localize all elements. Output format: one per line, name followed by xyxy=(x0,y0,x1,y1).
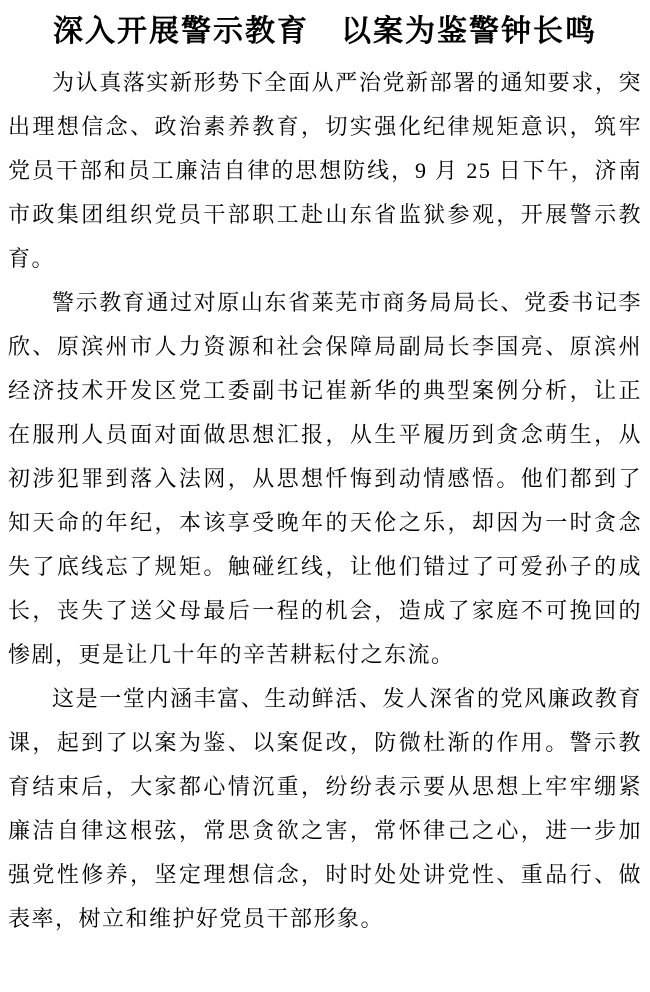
paragraph-2: 警示教育通过对原山东省莱芜市商务局局长、党委书记李欣、原滨州市人力资源和社会保障局副局长李国亮、原滨州经济技术开发区党工委副书记崔新华的典型案例分析，让正在服刑人员面对面做思想汇报，从生平履历到贪念萌生，从初涉犯罪到落入法网，从思想忏悔到动情感悟。他们都到了知天命的年纪，本该享受晚年的天伦之乐，却因为一时贪念失了底线忘了规矩。触碰红线，让他们错过了可爱孙子的成长，丧失了送父母最后一程的机会，造成了家庭不可挽回的惨剧，更是让几十年的辛苦耕耘付之东流。 xyxy=(8,290,642,667)
document-title: 深入开展警示教育 以案为鉴警钟长鸣 xyxy=(53,15,597,48)
paragraph-1: 为认真落实新形势下全面从严治党新部署的通知要求，突出理想信念、政治素养教育，切实强化纪律规矩意识，筑牢党员干部和员工廉洁自律的思想防线，9 月 25 日下午，济南市政集团组织党员干部职工赴山东省监狱参观，开展警示教育。 xyxy=(8,70,642,271)
paragraph-3: 这是一堂内涵丰富、生动鲜活、发人深省的党风廉政教育课，起到了以案为鉴、以案促改，防微杜渐的作用。警示教育结束后，大家都心情沉重，纷纷表示要从思想上牢牢绷紧廉洁自律这根弦，常思贪欲之害，常怀律己之心，进一步加强党性修养，坚定理想信念，时时处处讲党性、重品行、做表率，树立和维护好党员干部形象。 xyxy=(8,686,642,931)
